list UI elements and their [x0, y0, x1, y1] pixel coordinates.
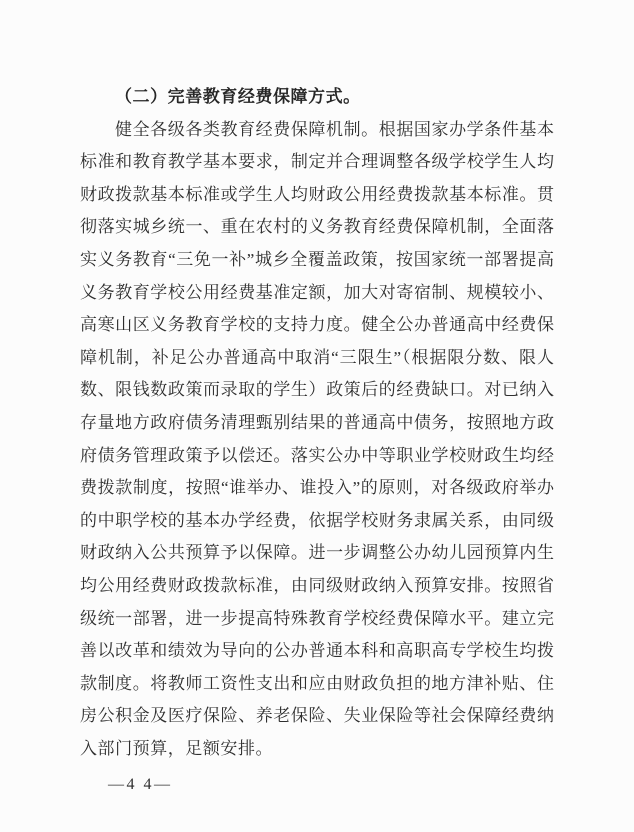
- body-line: 健全各级各类教育经费保障机制。根据国家办学条件基本: [115, 119, 554, 139]
- body-line: 高寒山区义务教育学校的支持力度。健全公办普通高中经费保: [80, 315, 554, 335]
- body-line: 数、限钱数政策而录取的学生）政策后的经费缺口。对已纳入: [80, 380, 554, 400]
- section-heading: （二）完善教育经费保障方式。: [115, 87, 361, 106]
- body-line: 彻落实城乡统一、重在农村的义务教育经费保障机制，全面落: [80, 217, 554, 237]
- body-line: 障机制，补足公办普通高中取消“三限生”（根据限分数、限人: [80, 347, 554, 367]
- page-number: —4 4—: [108, 776, 173, 794]
- body-line: 府债务管理政策予以偿还。落实公办中等职业学校财政生均经: [80, 445, 554, 465]
- body-line: 房公积金及医疗保险、养老保险、失业保险等社会保障经费纳: [80, 706, 554, 726]
- body-line: 义务教育学校公用经费基准定额，加大对寄宿制、规模较小、: [80, 282, 554, 302]
- body-line: 均公用经费财政拨款标准，由同级财政纳入预算安排。按照省: [80, 575, 554, 595]
- body-line: 善以改革和绩效为导向的公办普通本科和高职高专学校生均拨: [80, 641, 554, 661]
- document-text-block: [80, 81, 554, 801]
- body-line: 财政拨款基本标准或学生人均财政公用经费拨款基本标准。贯: [80, 184, 554, 204]
- body-line: 存量地方政府债务清理甄别结果的普通高中债务，按照地方政: [80, 412, 554, 432]
- body-line: 标准和教育教学基本要求，制定并合理调整各级学校学生人均: [80, 152, 554, 172]
- body-line: 费拨款制度，按照“谁举办、谁投入”的原则，对各级政府举办: [80, 478, 554, 498]
- body-line: 实义务教育“三免一补”城乡全覆盖政策，按国家统一部署提高: [80, 249, 554, 269]
- body-line: 的中职学校的基本办学经费，依据学校财务隶属关系，由同级: [80, 510, 554, 530]
- body-line: 级统一部署，进一步提高特殊教育学校经费保障水平。建立完: [80, 608, 554, 628]
- body-line: 款制度。将教师工资性支出和应由财政负担的地方津补贴、住: [80, 673, 554, 693]
- body-line: 财政纳入公共预算予以保障。进一步调整公办幼儿园预算内生: [80, 543, 554, 563]
- body-line-last: 入部门预算，足额安排。: [80, 738, 274, 758]
